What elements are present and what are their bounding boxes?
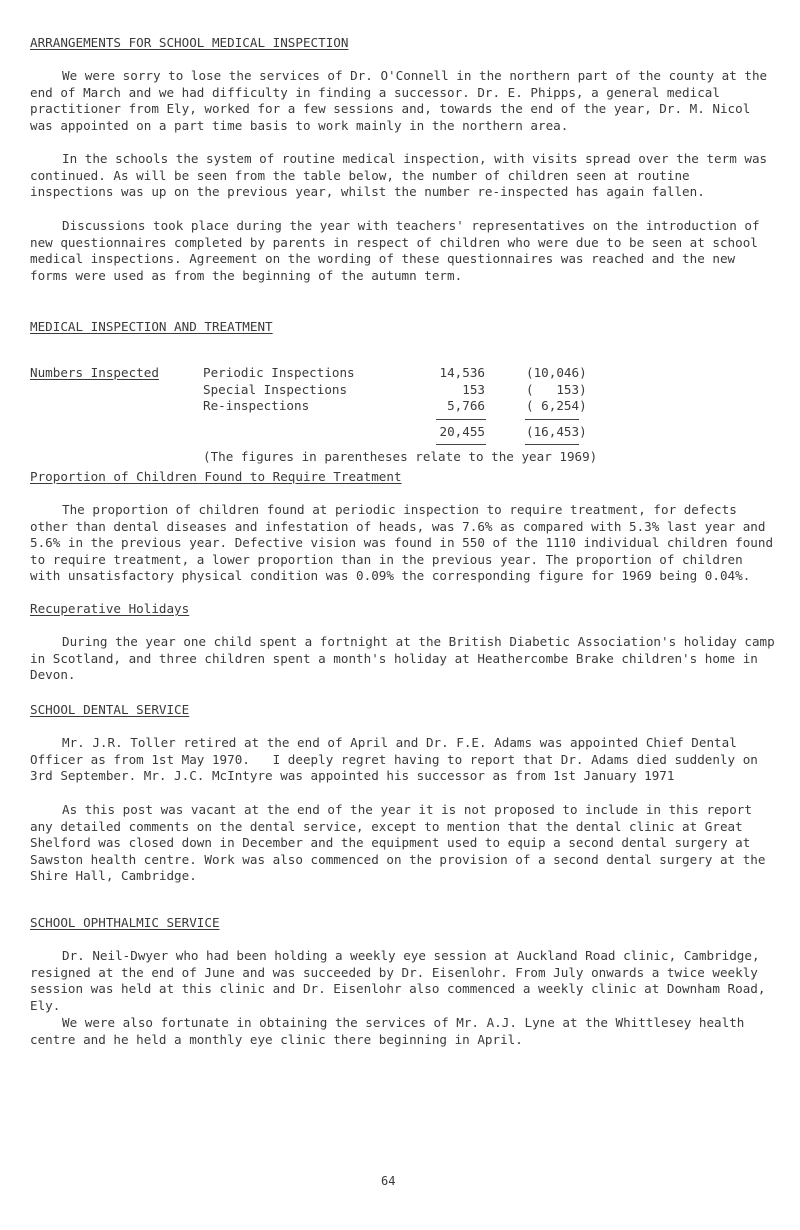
section-heading-recuperative: Recuperative Holidays: [30, 601, 190, 616]
table-note: (The figures in parentheses relate to the year 1969): [203, 449, 598, 464]
table-row-previous: ( 153): [526, 381, 587, 397]
dental-paragraph: As this post was vacant at the end of the year it is not proposed to include in this report any detailed comments on the dental service, except to mention that the dental clinic at Great Shelford was closed down in December and the equipment used to equip a second dental surgery at Sawston health centre. Work was also commenced on the provision of a second dental surgery at the Shire Hall, Cambridge.: [30, 802, 766, 883]
table-row-current: 14,536: [439, 365, 485, 380]
intro-paragraph: We were sorry to lose the services of Dr. O'Connell in the northern part of the county at the end of March and we had difficulty in finding a successor. Dr. E. Phipps, a general medical practitioner from Ely, worked for a few sessions and, towards the end of the year, Dr. M. Nicol was appointed on a part time basis to work mainly in the northern area.: [30, 68, 768, 133]
proportion-paragraph: The proportion of children found at periodic inspection to require treatment, for defects other than dental diseases and infestation of heads, was 7.6% as compared with 5.3% last year and 5.6% in the previous year. Defective vision was found in 550 of the 1110 individual children found to require treatment, a lower proportion than in the previous year. The proportion of children with unsatisfactory physical condition was 0.09% the corresponding figure for 1969 being 0.04%.: [30, 502, 774, 583]
numbers-inspected-label: Numbers Inspected: [30, 365, 159, 380]
total-rule-bottom: [525, 444, 579, 445]
intro-paragraph: Discussions took place during the year with teachers' representatives on the introduction of new questionnaires completed by parents in respect of children who were due to be seen at school medical inspections. Agreement on the wording of these questionnaires was reached and the new forms were used as from the beginning of the autumn term.: [30, 218, 760, 283]
total-rule-top: [525, 419, 579, 420]
table-row-current: 153: [462, 381, 485, 397]
intro-paragraph: In the schools the system of routine medical inspection, with visits spread over the term was continued. As will be seen from the table below, the number of children seen at routine inspections was up on the previous year, whilst the number re-inspected has again fallen.: [30, 151, 768, 199]
total-current: 20,455: [439, 424, 485, 439]
page-number: 64: [381, 1174, 396, 1188]
page-title: ARRANGEMENTS FOR SCHOOL MEDICAL INSPECTION: [30, 35, 349, 50]
total-rule-top: [436, 419, 486, 420]
ophthalmic-paragraph: Dr. Neil-Dwyer who had been holding a weekly eye session at Auckland Road clinic, Cambridge, resigned at the end of June and was succeeded by Dr. Eisenlohr. From July onwards a twice weekly session was held at this clinic and Dr. Eisenlohr also commenced a weekly clinic at Downham Road, Ely.: [30, 948, 766, 1013]
table-row-previous: (10,046): [526, 365, 587, 380]
section-heading-proportion: Proportion of Children Found to Require Treatment: [30, 469, 402, 484]
total-previous: (16,453): [526, 424, 587, 439]
table-row-label: Re-inspections: [203, 398, 310, 413]
table-row-label: Special Inspections: [203, 381, 348, 397]
section-heading-ophthalmic: SCHOOL OPHTHALMIC SERVICE: [30, 915, 220, 930]
dental-paragraph: Mr. J.R. Toller retired at the end of April and Dr. F.E. Adams was appointed Chief Dental Officer as from 1st May 1970. I deeply regret having to report that Dr. Adams died suddenly on 3rd September. Mr. J.C. McIntyre was appointed his successor as from 1st January 1971: [30, 735, 766, 783]
ophthalmic-paragraph: We were also fortunate in obtaining the services of Mr. A.J. Lyne at the Whittlesey health centre and he held a monthly eye clinic there beginning in April.: [30, 1015, 745, 1047]
table-row-current: 5,766: [447, 398, 485, 413]
section-heading-medical-inspection: MEDICAL INSPECTION AND TREATMENT: [30, 319, 273, 334]
table-row-previous: ( 6,254): [526, 398, 587, 413]
total-rule-bottom: [436, 444, 486, 445]
recuperative-paragraph: During the year one child spent a fortnight at the British Diabetic Association's holiday camp in Scotland, and three children spent a month's holiday at Heathercombe Brake children's home in Devon.: [30, 634, 775, 682]
table-row-label: Periodic Inspections: [203, 365, 355, 380]
section-heading-dental: SCHOOL DENTAL SERVICE: [30, 702, 190, 717]
